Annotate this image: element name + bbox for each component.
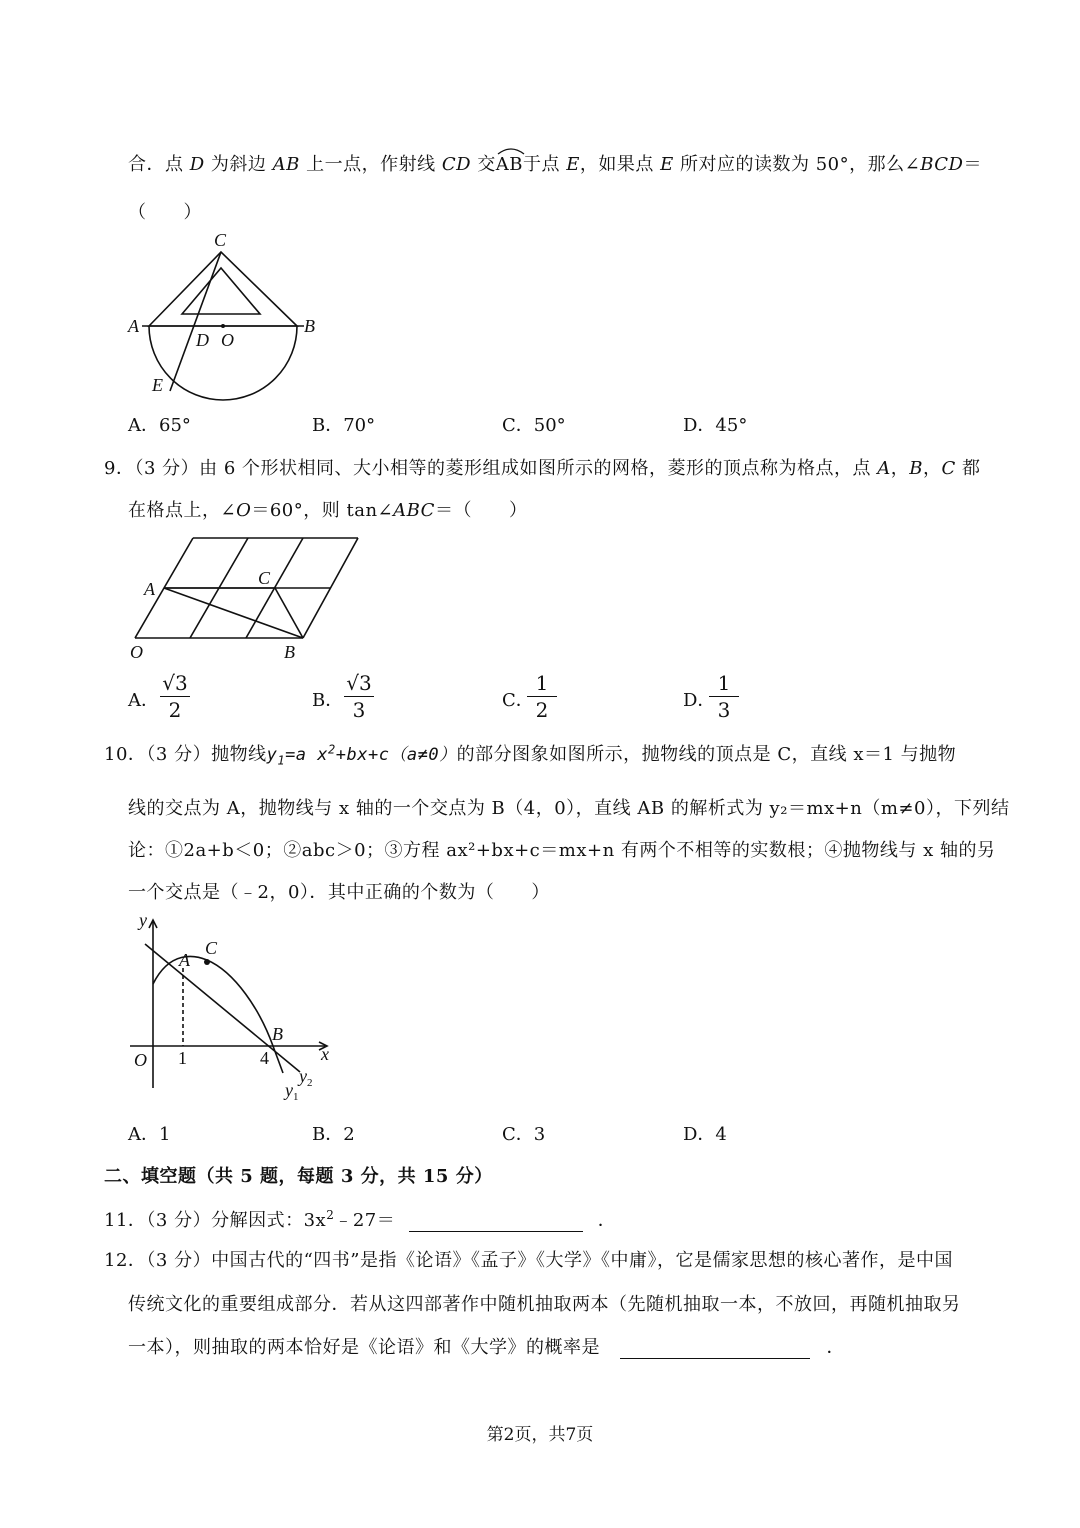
label-y: y xyxy=(139,910,147,930)
label-d: D xyxy=(196,330,209,350)
tick-1: 1 xyxy=(178,1048,187,1068)
section-heading: 二、填空题（共 5 题，每题 3 分，共 15 分） xyxy=(104,1166,493,1187)
q9-line2: 在格点上，∠O＝60°，则 tan∠ABC＝（ ） xyxy=(128,500,528,521)
q8-answer-paren: （ ） xyxy=(128,202,202,223)
q8-option-a: A．65° xyxy=(128,415,191,436)
inner-triangle xyxy=(182,268,260,314)
q9-option-c-fraction: 1 2 xyxy=(527,671,557,722)
q12-line3: 一本），则抽取的两本恰好是《论语》和《大学》的概率是 ． xyxy=(128,1337,845,1358)
arc-ab: AB xyxy=(496,154,523,175)
line-y2 xyxy=(145,944,300,1072)
q8-option-b: B．70° xyxy=(312,415,376,436)
q10-line4: 一个交点是（﹣2，0）．其中正确的个数为（ ） xyxy=(128,882,550,903)
label-a: A xyxy=(144,579,155,599)
q11-answer-blank[interactable] xyxy=(409,1213,583,1232)
q8-option-d: D．45° xyxy=(683,415,748,436)
page-number: 第2页，共7页 xyxy=(486,1425,594,1445)
label-y2: $y_2$ xyxy=(299,1066,313,1089)
label-e: E xyxy=(152,375,163,395)
q10-option-d: D．4 xyxy=(683,1124,727,1145)
q10-option-c: C．3 xyxy=(502,1124,546,1145)
label-b: B xyxy=(304,316,315,336)
label-a: A xyxy=(179,950,190,970)
tick-4: 4 xyxy=(260,1048,269,1068)
q9-option-a-letter: A． xyxy=(128,690,159,711)
q9-option-b-letter: B． xyxy=(312,690,344,711)
q8-option-c: C．50° xyxy=(502,415,566,436)
q9-option-d-fraction: 1 3 xyxy=(709,671,739,722)
label-c: C xyxy=(205,938,218,958)
q12-answer-blank[interactable] xyxy=(620,1340,810,1359)
vertex-c xyxy=(204,959,210,965)
q10-line2: 线的交点为 A，抛物线与 x 轴的一个交点为 B（4，0），直线 AB 的解析式为 y₂＝mx+n（m≠0），下列结 xyxy=(128,798,1010,819)
label-a: A xyxy=(128,316,139,336)
q9-figure xyxy=(120,528,380,668)
q11-line: 11．（3 分）分解因式：$3x^2﹣27=$ ． xyxy=(104,1208,617,1231)
q9-option-b-fraction: √3 3 xyxy=(344,671,374,722)
q10-line3: 论：①2a+b＜0；②abc＞0；③方程 ax²+bx+c＝mx+n 有两个不相等的实数根；④抛物线与 x 轴的另 xyxy=(128,840,996,861)
q9-option-c-letter: C． xyxy=(502,690,534,711)
label-o: O xyxy=(221,330,234,350)
ray-cd xyxy=(170,252,221,391)
label-x: x xyxy=(321,1044,329,1064)
q12-line2: 传统文化的重要组成部分．若从这四部著作中随机抽取两本（先随机抽取一本，不放回，再随机抽取另 xyxy=(128,1294,961,1315)
label-o: O xyxy=(130,642,143,662)
label-c: C xyxy=(258,568,271,588)
q9-line1: 9．（3 分）由 6 个形状相同、大小相等的菱形组成如图所示的网格，菱形的顶点称为格点，点 A，B，C 都 xyxy=(104,458,981,479)
q9-option-a-fraction: √3 2 xyxy=(160,671,190,722)
q8-line1: 合．点 D 为斜边 AB 上一点，作射线 CD 交 AB于点 E，如果点 E 所对应的读数为 50°，那么∠BCD＝ xyxy=(128,150,982,176)
q10-figure xyxy=(125,910,345,1103)
outer-triangle xyxy=(149,252,297,326)
segment-cb xyxy=(275,588,303,638)
q10-option-a: A．1 xyxy=(128,1124,171,1145)
label-y1: $y_1$ xyxy=(285,1080,299,1103)
q9-option-d-letter: D． xyxy=(683,690,716,711)
q8-figure xyxy=(120,228,340,398)
q10-line1: 10．（3 分）抛物线$y_1=a$ $x^2+bx+c(a\ne 0)$的部分图象如图所示，抛物线的顶点是 C，直线 x＝1 与抛物 xyxy=(104,742,957,768)
label-c: C xyxy=(214,230,227,250)
segment-ab xyxy=(164,588,303,638)
label-b: B xyxy=(284,642,295,662)
center-dot xyxy=(221,324,225,328)
label-o: O xyxy=(134,1050,147,1070)
label-b: B xyxy=(272,1024,283,1044)
q12-line1: 12．（3 分）中国古代的“四书”是指《论语》《孟子》《大学》《中庸》，它是儒家思想的核心著作，是中国 xyxy=(104,1250,953,1271)
q10-option-b: B．2 xyxy=(312,1124,355,1145)
